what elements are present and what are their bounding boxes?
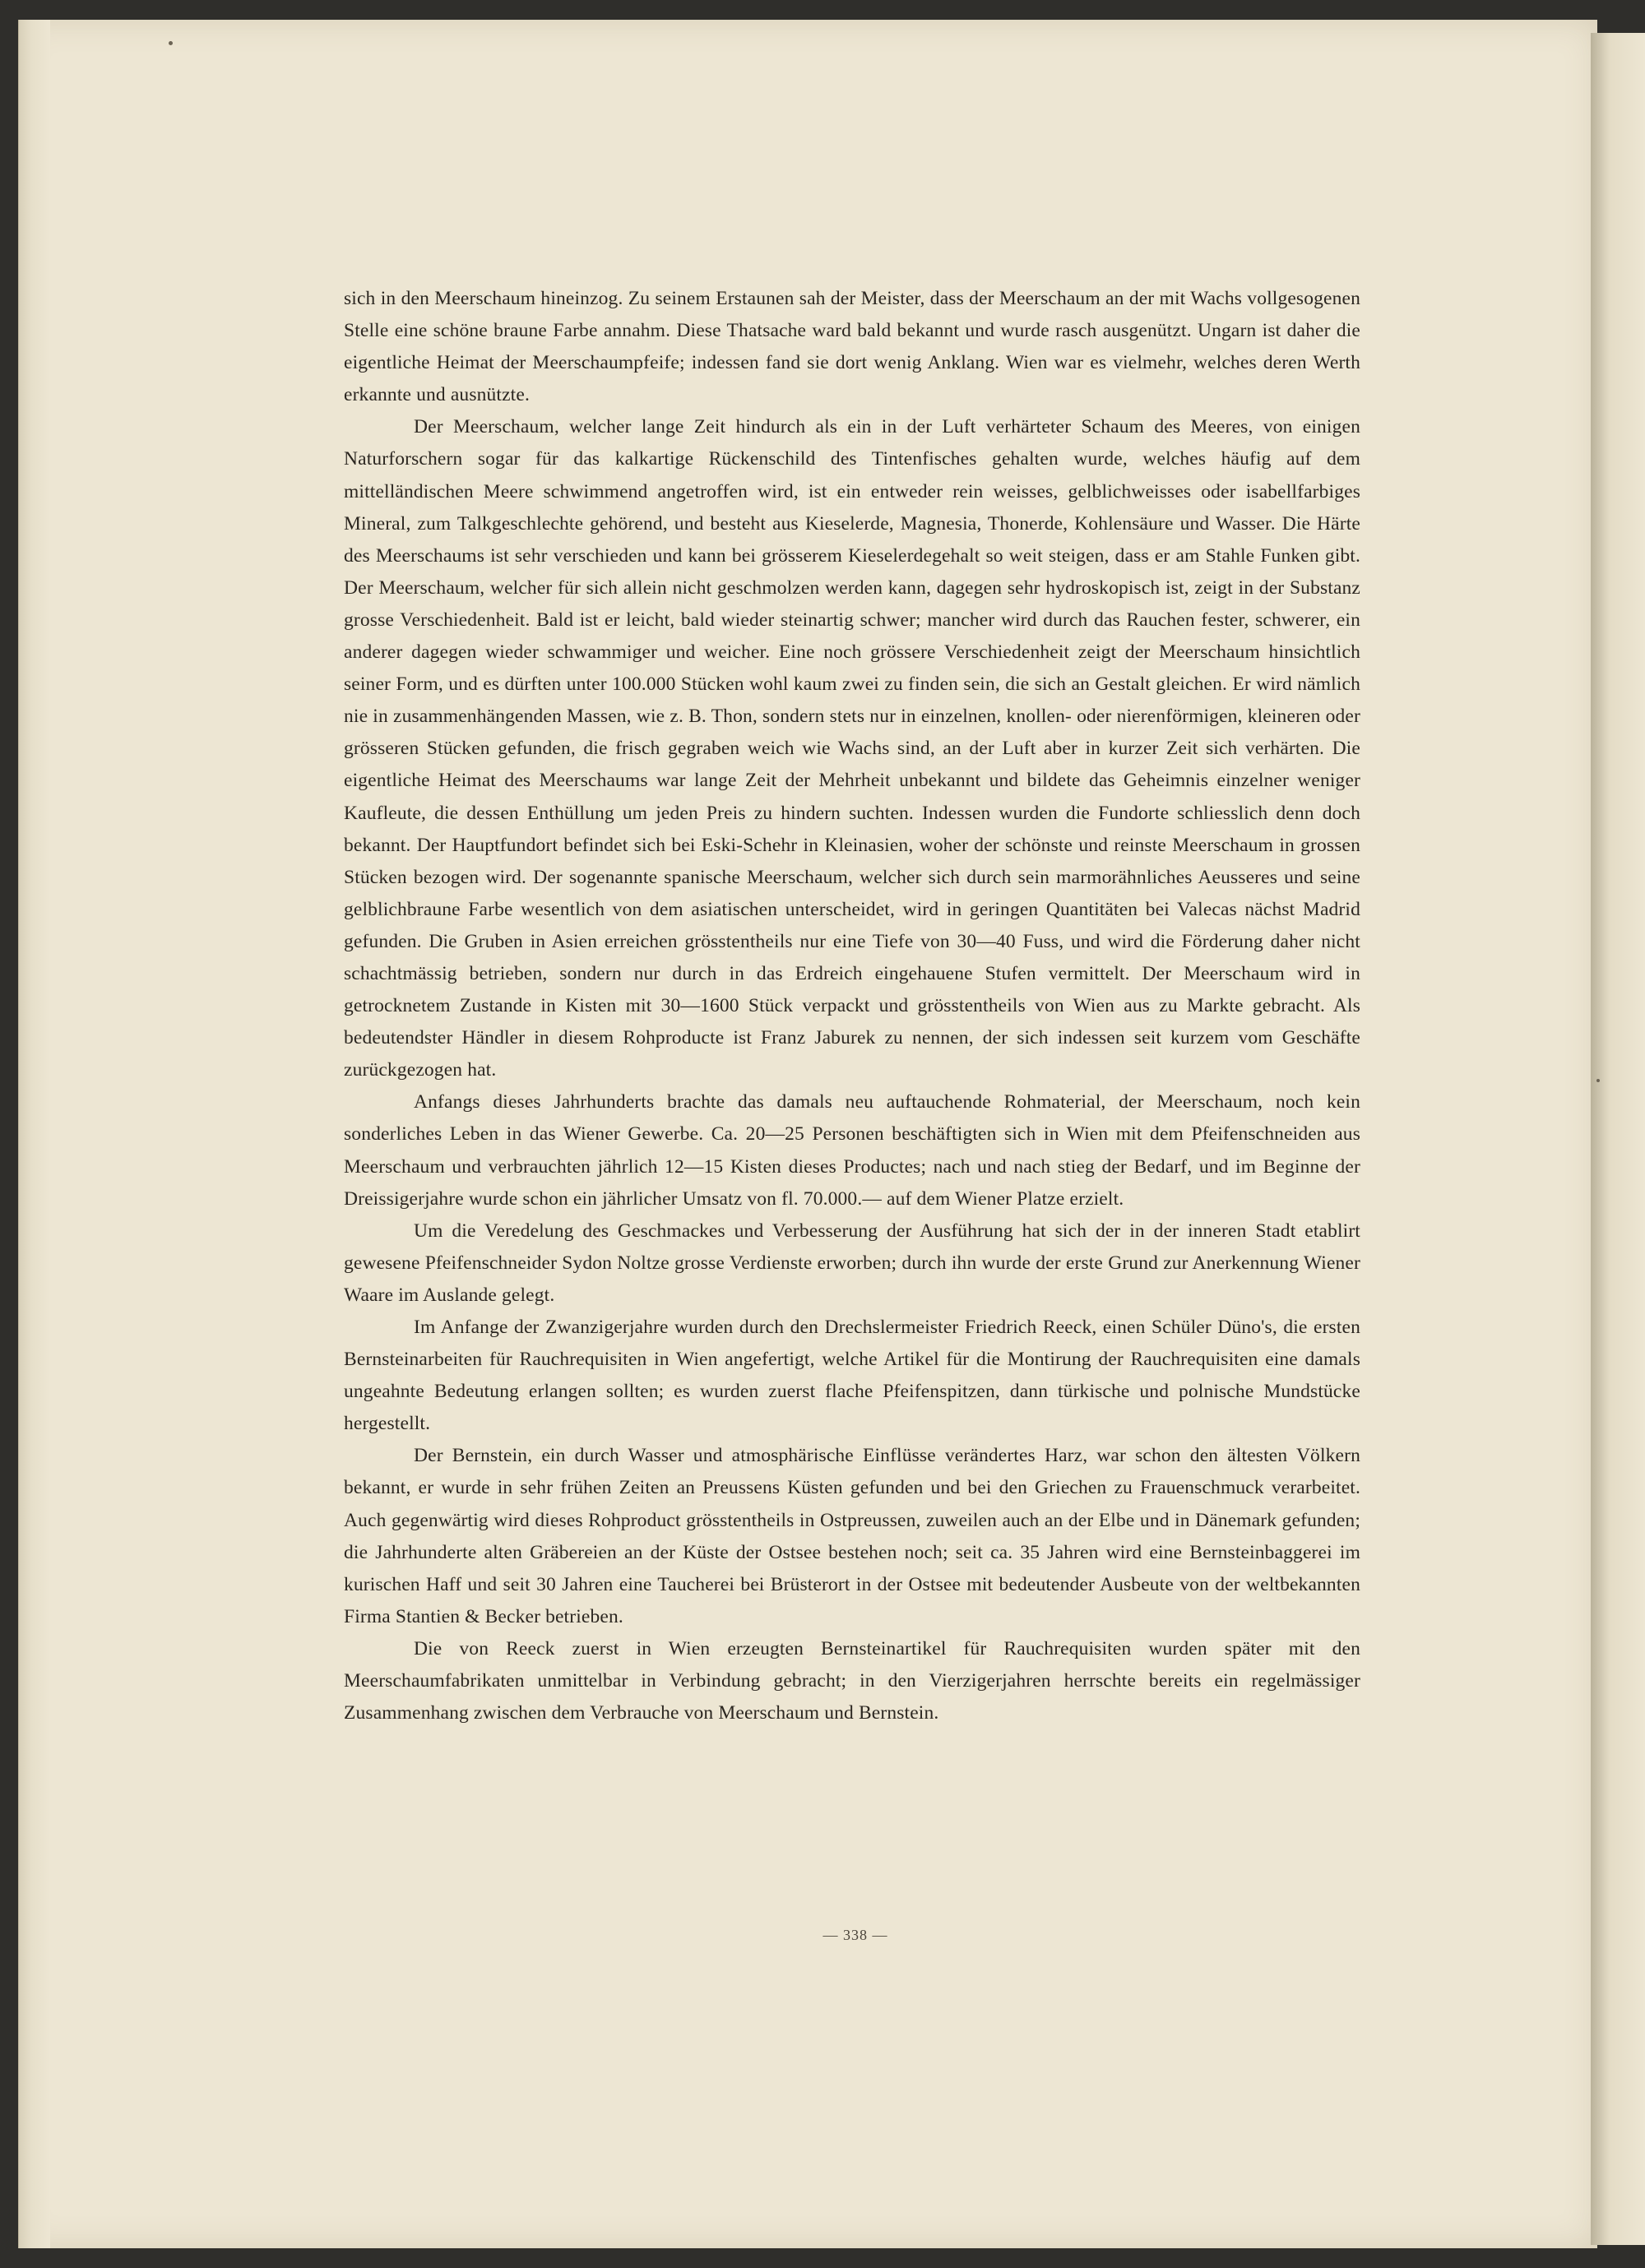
paragraph-meerschaum-mineral: Der Meerschaum, welcher lange Zeit hindurch als ein in der Luft verhärteter Schaum des Meeres, von einigen Naturforschern sogar für das kalkartige Rückenschild des Tintenfisches gehalten wurde, welches häufig auf dem mittelländischen Meere schwimmend angetroffen wird, ist ein entweder rein weisses, gelblichweisses oder isabellfarbiges Mineral, zum Talkgeschlechte gehörend, und besteht aus Kieselerde, Magnesia, Thonerde, Kohlensäure und Wasser. Die Härte des Meerschaums ist sehr verschieden und kann bei grösserem Kieselerdegehalt so weit steigen, dass er am Stahle Funken gibt. Der Meerschaum, welcher für sich allein nicht geschmolzen werden kann, dagegen sehr hydroskopisch ist, zeigt in der Substanz grosse Verschiedenheit. Bald ist er leicht, bald wieder steinartig schwer; mancher wird durch das Rauchen fester, schwerer, ein anderer dagegen wieder schwammiger und weicher. Eine noch grössere Verschiedenheit zeigt der Meerschaum hinsichtlich seiner Form, und es dürften unter 100.000 Stücken wohl kaum zwei zu finden sein, die sich an Gestalt gleichen. Er wird nämlich nie in zusammenhängenden Massen, wie z. B. Thon, sondern stets nur in einzelnen, knollen- oder nierenförmigen, kleineren oder grösseren Stücken gefunden, die frisch gegraben weich wie Wachs sind, an der Luft aber in kurzer Zeit sich verhärten. Die eigentliche Heimat des Meerschaums war lange Zeit der Mehrheit unbekannt und bildete das Geheimnis einzelner weniger Kaufleute, die dessen Enthüllung um jeden Preis zu hindern suchten. Indessen wurden die Fundorte schliesslich denn doch bekannt. Der Hauptfundort befindet sich bei Eski-Schehr in Kleinasien, woher der schönste und reinste Meerschaum in grossen Stücken bezogen wird. Der sogenannte spanische Meerschaum, welcher sich durch sein marmorähnliches Aeusseres und seine gelblichbraune Farbe wesentlich von dem asiatischen unterscheidet, wird in geringen Quantitäten bei Valecas nächst Madrid gefunden. Die Gruben in Asien erreichen grösstentheils nur eine Tiefe von 30—40 Fuss, und wird die Förderung daher nicht schachtmässig betrieben, sondern nur durch in das Erdreich eingehauene Stufen vermittelt. Der Meerschaum wird in getrocknetem Zustande in Kisten mit 30—1600 Stück verpackt und grösstentheils von Wien aus zu Markte gebracht. Als bedeutendster Händler in diesem Rohproducte ist Franz Jaburek zu nennen, der sich indessen seit kurzem vom Geschäfte zurückgezogen hat. <box>344 416 1360 1081</box>
next-page-edge <box>1591 33 1645 2245</box>
paragraph-amber-origin: Der Bernstein, ein durch Wasser und atmosphärische Einflüsse verändertes Harz, war schon den ältesten Völkern bekannt, er wurde in sehr frühen Zeiten an Preussens Küsten gefunden und bei den Griechen zu Frauenschmuck verarbeitet. Auch gegenwärtig wird dieses Rohproduct grösstentheils in Ostpreussen, zuweilen auch an der Elbe und in Dänemark gefunden; die Jahrhunderte alten Gräbereien an der Küste der Ostsee bestehen noch; seit ca. 35 Jahren wird eine Bernsteinbaggerei im kurischen Haff und seit 30 Jahren eine Taucherei bei Brüsterort in der Ostsee mit bedeutender Ausbeute von der weltbekannten Firma Stantien & Becker betrieben. <box>344 1445 1360 1627</box>
body-text <box>344 283 1360 1729</box>
paragraph-combined-articles: Die von Reeck zuerst in Wien erzeugten Bernsteinartikel für Rauchrequisiten wurden später mit den Meerschaumfabrikaten unmittelbar in Verbindung gebracht; in den Vierzigerjahren herrschte bereits ein regelmässiger Zusammenhang zwischen dem Verbrauche von Meerschaum und Bernstein. <box>344 1637 1360 1724</box>
paragraph-noltze: Um die Veredelung des Geschmackes und Verbesserung der Ausführung hat sich der in der inneren Stadt etablirt gewesene Pfeifenschneider Sydon Noltze grosse Verdienste erworben; durch ihn wurde der erste Grund zur Anerkennung Wiener Waare im Auslande gelegt. <box>344 1220 1360 1306</box>
paragraph-reeck-amber: Im Anfange der Zwanzigerjahre wurden durch den Drechslermeister Friedrich Reeck, einen Schüler Düno's, die ersten Bernsteinarbeiten für Rauchrequisiten in Wien angefertigt, welche Artikel für die Montirung der Rauchrequisiten eine damals ungeahnte Bedeutung erlangen sollten; es wurden zuerst flache Pfeifenspitzen, dann türkische und polnische Mundstücke hergestellt. <box>344 1317 1360 1435</box>
page-gutter-left <box>18 20 50 2248</box>
paragraph-continuation: sich in den Meerschaum hineinzog. Zu seinem Erstaunen sah der Meister, dass der Meerschaum an der mit Wachs vollgesogenen Stelle eine schöne braune Farbe annahm. Diese Thatsache ward bald bekannt und wurde rasch ausgenützt. Ungarn ist daher die eigentliche Heimat der Meerschaumpfeife; indessen fand sie dort wenig Anklang. Wien war es vielmehr, welches deren Werth erkannte und ausnützte. <box>344 288 1360 406</box>
page-number: — 338 — <box>822 1927 888 1943</box>
ink-dot <box>169 41 173 45</box>
paragraph-vienna-trade: Anfangs dieses Jahrhunderts brachte das damals neu auftauchende Rohmaterial, der Meerschaum, noch kein sonderliches Leben in das Wiener Gewerbe. Ca. 20—25 Personen beschäftigten sich in Wien mit dem Pfeifenschneiden aus Meerschaum und verbrauchten jährlich 12—15 Kisten dieses Productes; nach und nach stieg der Bedarf, und im Beginne der Dreissigerjahre wurde schon ein jährlicher Umsatz von fl. 70.000.— auf dem Wiener Platze erzielt. <box>344 1091 1360 1210</box>
ink-dot-right <box>1596 1079 1600 1082</box>
